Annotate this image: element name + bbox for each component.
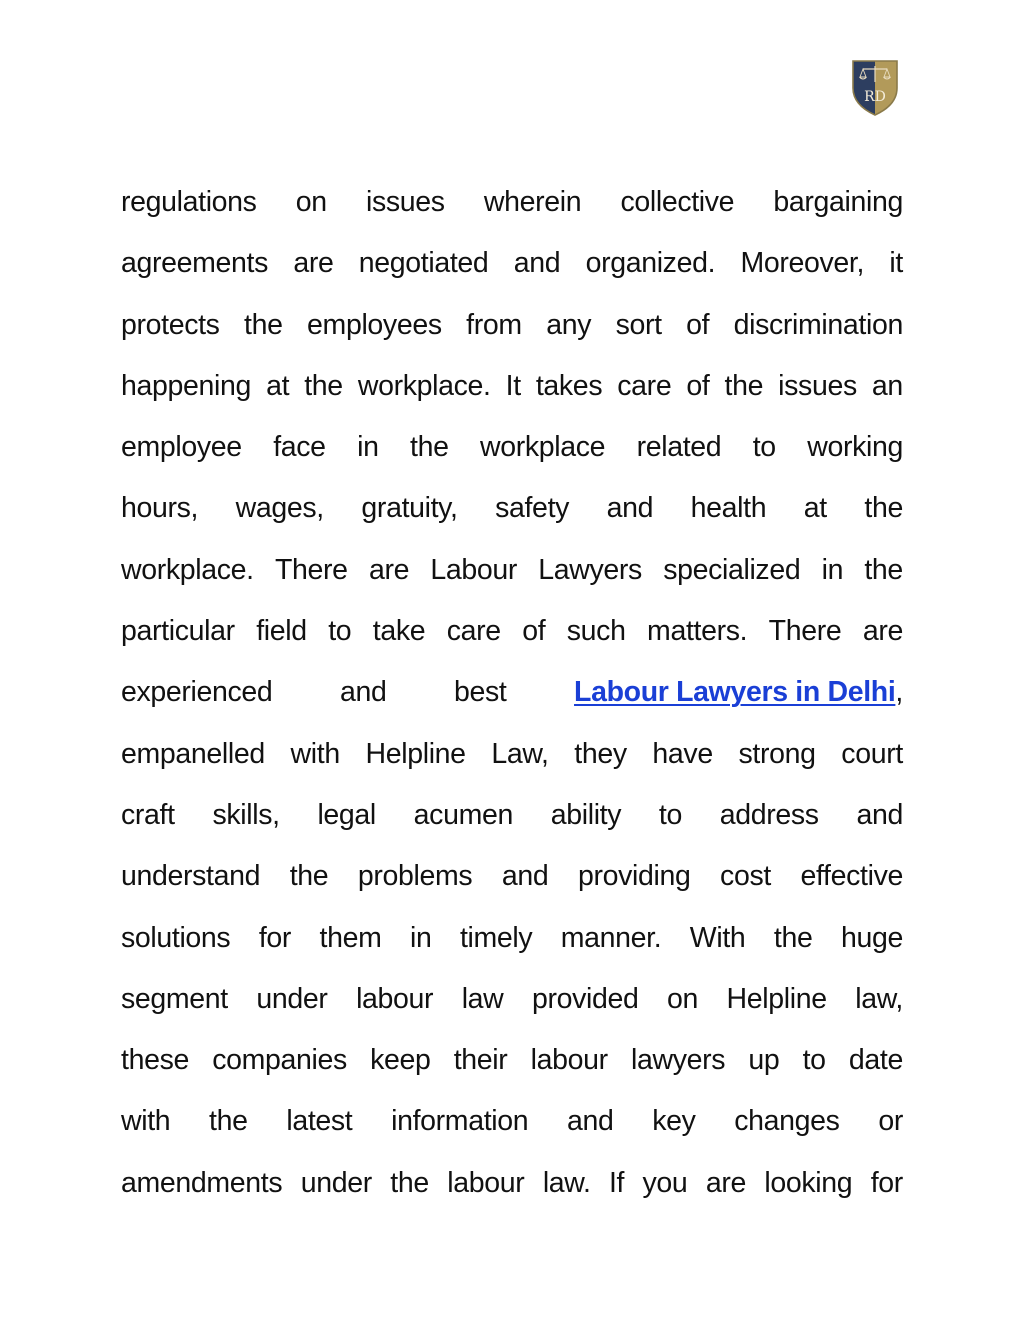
word: date [848, 1044, 903, 1077]
word: workplace. [357, 369, 491, 402]
word: face [273, 431, 326, 464]
word: to [658, 798, 682, 831]
word: sort [615, 308, 662, 341]
word: law. [542, 1166, 591, 1199]
word: discrimination [733, 308, 903, 341]
word: care [617, 369, 672, 402]
word: labour [447, 1166, 525, 1199]
word: law [461, 982, 504, 1015]
word: Helpline [365, 737, 466, 770]
word: the [864, 492, 903, 525]
text-line [121, 417, 903, 478]
word: the [304, 369, 343, 402]
word: Helpline [726, 982, 827, 1015]
word: negotiated [358, 247, 489, 280]
link-trailing-comma: , [895, 676, 903, 709]
link-line-word: and [339, 676, 387, 709]
text-line [121, 1091, 903, 1152]
word: under [300, 1166, 372, 1199]
word: keep [370, 1044, 431, 1077]
word: are [862, 615, 903, 648]
word: manner. [560, 921, 662, 954]
word: problems [357, 860, 473, 893]
word: in [821, 553, 844, 586]
word: their [453, 1044, 508, 1077]
word: related [636, 431, 722, 464]
word: law, [855, 982, 903, 1015]
word: such [566, 615, 626, 648]
word: Labour [430, 553, 517, 586]
word: understand [121, 860, 261, 893]
word: to [328, 615, 352, 648]
word: empanelled [121, 737, 265, 770]
text-line [121, 785, 903, 846]
word: specialized [663, 553, 801, 586]
word: gratuity, [361, 492, 458, 525]
word: the [244, 308, 283, 341]
word: Moreover, [740, 247, 865, 280]
word: wherein [483, 186, 582, 218]
word: them [319, 921, 382, 954]
word: have [652, 737, 713, 770]
logo-text: RD [864, 89, 886, 105]
word: health [690, 492, 767, 525]
word: lawyers [631, 1044, 726, 1077]
word: particular [121, 615, 235, 648]
word: employees [307, 308, 442, 341]
word: working [807, 431, 903, 464]
word: they [574, 737, 627, 770]
word: the [289, 860, 329, 893]
word: of [686, 369, 710, 402]
word: acumen [413, 798, 513, 831]
document-body [121, 172, 903, 1214]
word: strong [738, 737, 816, 770]
word: matters. [647, 615, 748, 648]
word: amendments [121, 1166, 283, 1199]
word: latest [286, 1105, 353, 1138]
paragraph-part-1 [121, 172, 903, 662]
word: Law, [491, 737, 549, 770]
word: and [566, 1105, 614, 1138]
word: an [871, 369, 903, 402]
word: on [295, 186, 327, 218]
word: provided [531, 982, 639, 1015]
word: looking [764, 1166, 853, 1199]
word: of [522, 615, 546, 648]
word: safety [495, 492, 570, 525]
text-line [121, 233, 903, 294]
word: and [513, 247, 561, 280]
word: There [768, 615, 842, 648]
word: It [505, 369, 521, 402]
text-line [121, 908, 903, 969]
word: and [501, 860, 549, 893]
text-line [121, 969, 903, 1030]
word: with [121, 1105, 171, 1138]
word: issues [366, 186, 445, 218]
word: wages, [235, 492, 324, 525]
word: any [546, 308, 592, 341]
word: on [666, 982, 698, 1015]
word: If [608, 1166, 625, 1199]
word: court [841, 737, 903, 770]
word: take [372, 615, 426, 648]
link-group [574, 662, 903, 723]
word: for [870, 1166, 903, 1199]
text-line [121, 356, 903, 417]
word: are [368, 553, 410, 586]
word: timely [459, 921, 533, 954]
link-line-word: experienced [121, 676, 273, 709]
word: the [410, 431, 449, 464]
word: with [290, 737, 340, 770]
word: for [258, 921, 292, 954]
word: under [256, 982, 328, 1015]
word: or [878, 1105, 903, 1138]
word: companies [212, 1044, 347, 1077]
word: solutions [121, 921, 231, 954]
word: these [121, 1044, 189, 1077]
word: and [856, 798, 903, 831]
word: you [642, 1166, 688, 1199]
word: bargaining [773, 186, 903, 218]
text-line [121, 846, 903, 907]
word: There [274, 553, 348, 586]
word: craft [121, 798, 175, 831]
word: key [652, 1105, 696, 1138]
text-line [121, 540, 903, 601]
word: the [864, 553, 903, 586]
word: With [689, 921, 746, 954]
word: are [293, 247, 334, 280]
word: collective [620, 186, 735, 218]
word: protects [121, 308, 220, 341]
word: legal [317, 798, 376, 831]
word: the [209, 1105, 248, 1138]
word: regulations [121, 186, 257, 218]
word: of [686, 308, 710, 341]
word: skills, [212, 798, 280, 831]
word: in [357, 431, 379, 464]
word: up [748, 1044, 780, 1077]
word: agreements [121, 247, 269, 280]
word: in [409, 921, 432, 954]
text-line [121, 172, 903, 233]
text-line [121, 1153, 903, 1214]
word: cost [720, 860, 771, 893]
word: at [266, 369, 290, 402]
word: changes [734, 1105, 840, 1138]
word: it [889, 247, 903, 280]
word: care [446, 615, 501, 648]
word: labour [356, 982, 434, 1015]
word: takes [535, 369, 603, 402]
link-line [121, 662, 903, 723]
word: from [466, 308, 522, 341]
word: organized. [585, 247, 716, 280]
word: issues [778, 369, 857, 402]
paragraph-part-2 [121, 724, 903, 1214]
text-line [121, 601, 903, 662]
text-line [121, 295, 903, 356]
word: and [606, 492, 654, 525]
labour-lawyers-in-delhi-link[interactable]: Labour Lawyers in Delhi [574, 676, 896, 709]
word: information [391, 1105, 529, 1138]
word: the [390, 1166, 429, 1199]
word: field [256, 615, 307, 648]
text-line [121, 724, 903, 785]
text-line [121, 1030, 903, 1091]
word: workplace. [121, 553, 254, 586]
link-line-word: best [454, 676, 507, 709]
word: to [802, 1044, 826, 1077]
word: ability [550, 798, 622, 831]
word: address [719, 798, 819, 831]
word: are [705, 1166, 746, 1199]
word: employee [121, 431, 242, 464]
word: workplace [480, 431, 606, 464]
word: Lawyers [538, 553, 642, 586]
word: segment [121, 982, 228, 1015]
word: to [752, 431, 776, 464]
word: effective [800, 860, 903, 893]
word: happening [121, 369, 251, 402]
word: the [773, 921, 813, 954]
word: hours, [121, 492, 199, 525]
word: labour [530, 1044, 608, 1077]
word: at [803, 492, 827, 525]
word: the [724, 369, 764, 402]
word: huge [840, 921, 903, 954]
word: providing [577, 860, 691, 893]
text-line [121, 478, 903, 539]
rd-logo-shield-icon [850, 58, 900, 118]
